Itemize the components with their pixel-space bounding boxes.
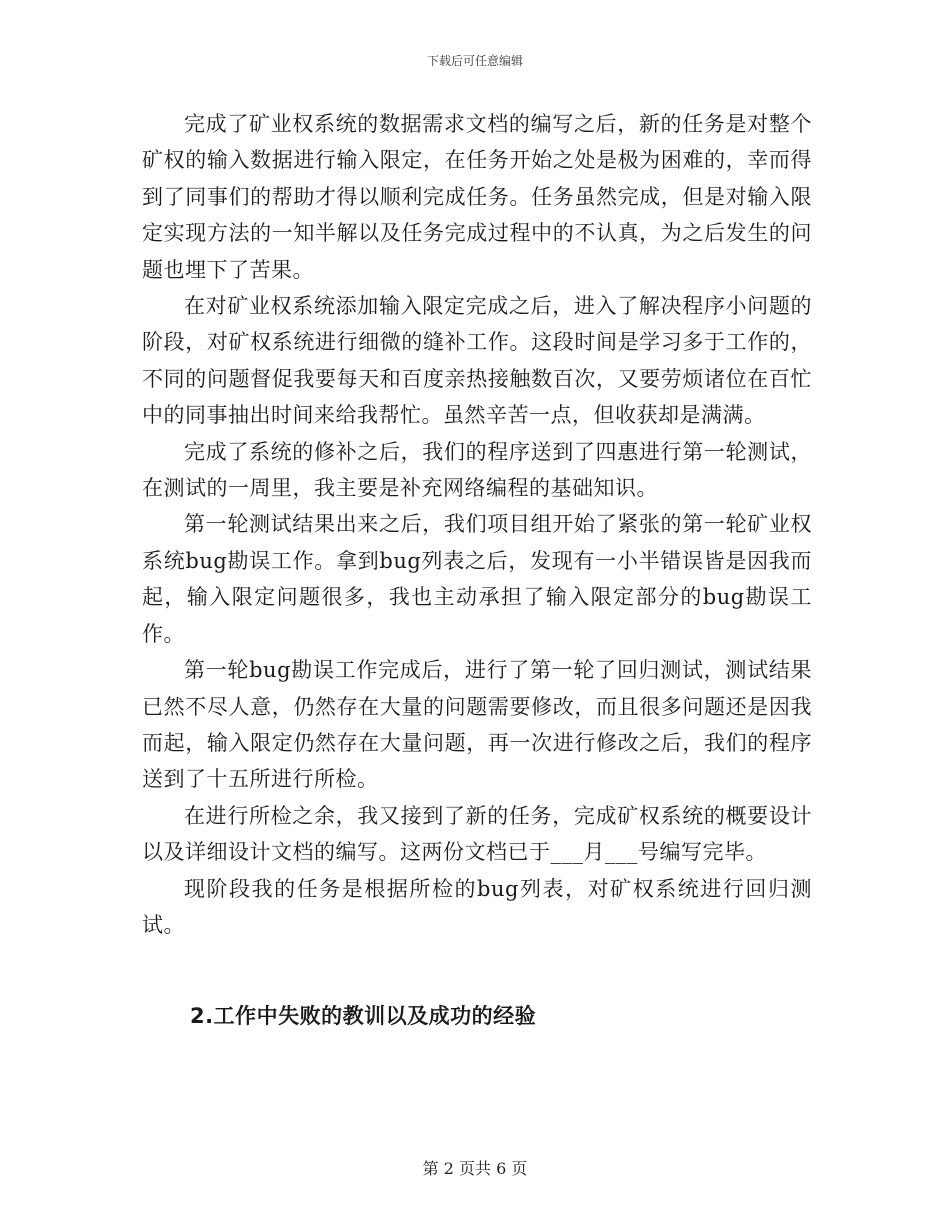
section-heading: 2.工作中失败的教训以及成功的经验: [190, 1004, 537, 1028]
paragraph: 第一轮测试结果出来之后，我们项目组开始了紧张的第一轮矿业权系统bug勘误工作。拿到bug列表之后，发现有一小半错误皆是因我而起，输入限定问题很多，我也主动承担了输入限定部分的bug勘误工作。: [142, 512, 812, 646]
paragraph: 在对矿业权系统添加输入限定完成之后，进入了解决程序小问题的阶段，对矿权系统进行细微的缝补工作。这段时间是学习多于工作的，不同的问题督促我要每天和百度亲热接触数百次，又要劳烦诸位在百忙中的同事抽出时间来给我帮忙。虽然辛苦一点，但收获却是满满。: [142, 294, 812, 428]
paragraph: 完成了系统的修补之后，我们的程序送到了四惠进行第一轮测试，在测试的一周里，我主要是补充网络编程的基础知识。: [142, 439, 812, 501]
page-header: 下载后可任意编辑: [426, 54, 523, 68]
paragraph: 第一轮bug勘误工作完成后，进行了第一轮了回归测试，测试结果已然不尽人意，仍然存在大量的问题需要修改，而且很多问题还是因我而起，输入限定仍然存在大量问题，再一次进行修改之后，我们的程序送到了十五所进行所检。: [142, 658, 812, 792]
paragraph: 现阶段我的任务是根据所检的bug列表，对矿权系统进行回归测试。: [142, 876, 812, 937]
page-number-footer: 第 2 页共 6 页: [422, 1159, 528, 1178]
document-body: [142, 106, 812, 943]
paragraph: 完成了矿业权系统的数据需求文档的编写之后，新的任务是对整个矿权的输入数据进行输入限定，在任务开始之处是极为困难的，幸而得到了同事们的帮助才得以顺利完成任务。任务虽然完成，但是对输入限定实现方法的一知半解以及任务完成过程中的不认真，为之后发生的问题也埋下了苦果。: [142, 112, 812, 282]
paragraph: 在进行所检之余，我又接到了新的任务，完成矿权系统的概要设计以及详细设计文档的编写。这两份文档已于___月___号编写完毕。: [142, 803, 812, 865]
